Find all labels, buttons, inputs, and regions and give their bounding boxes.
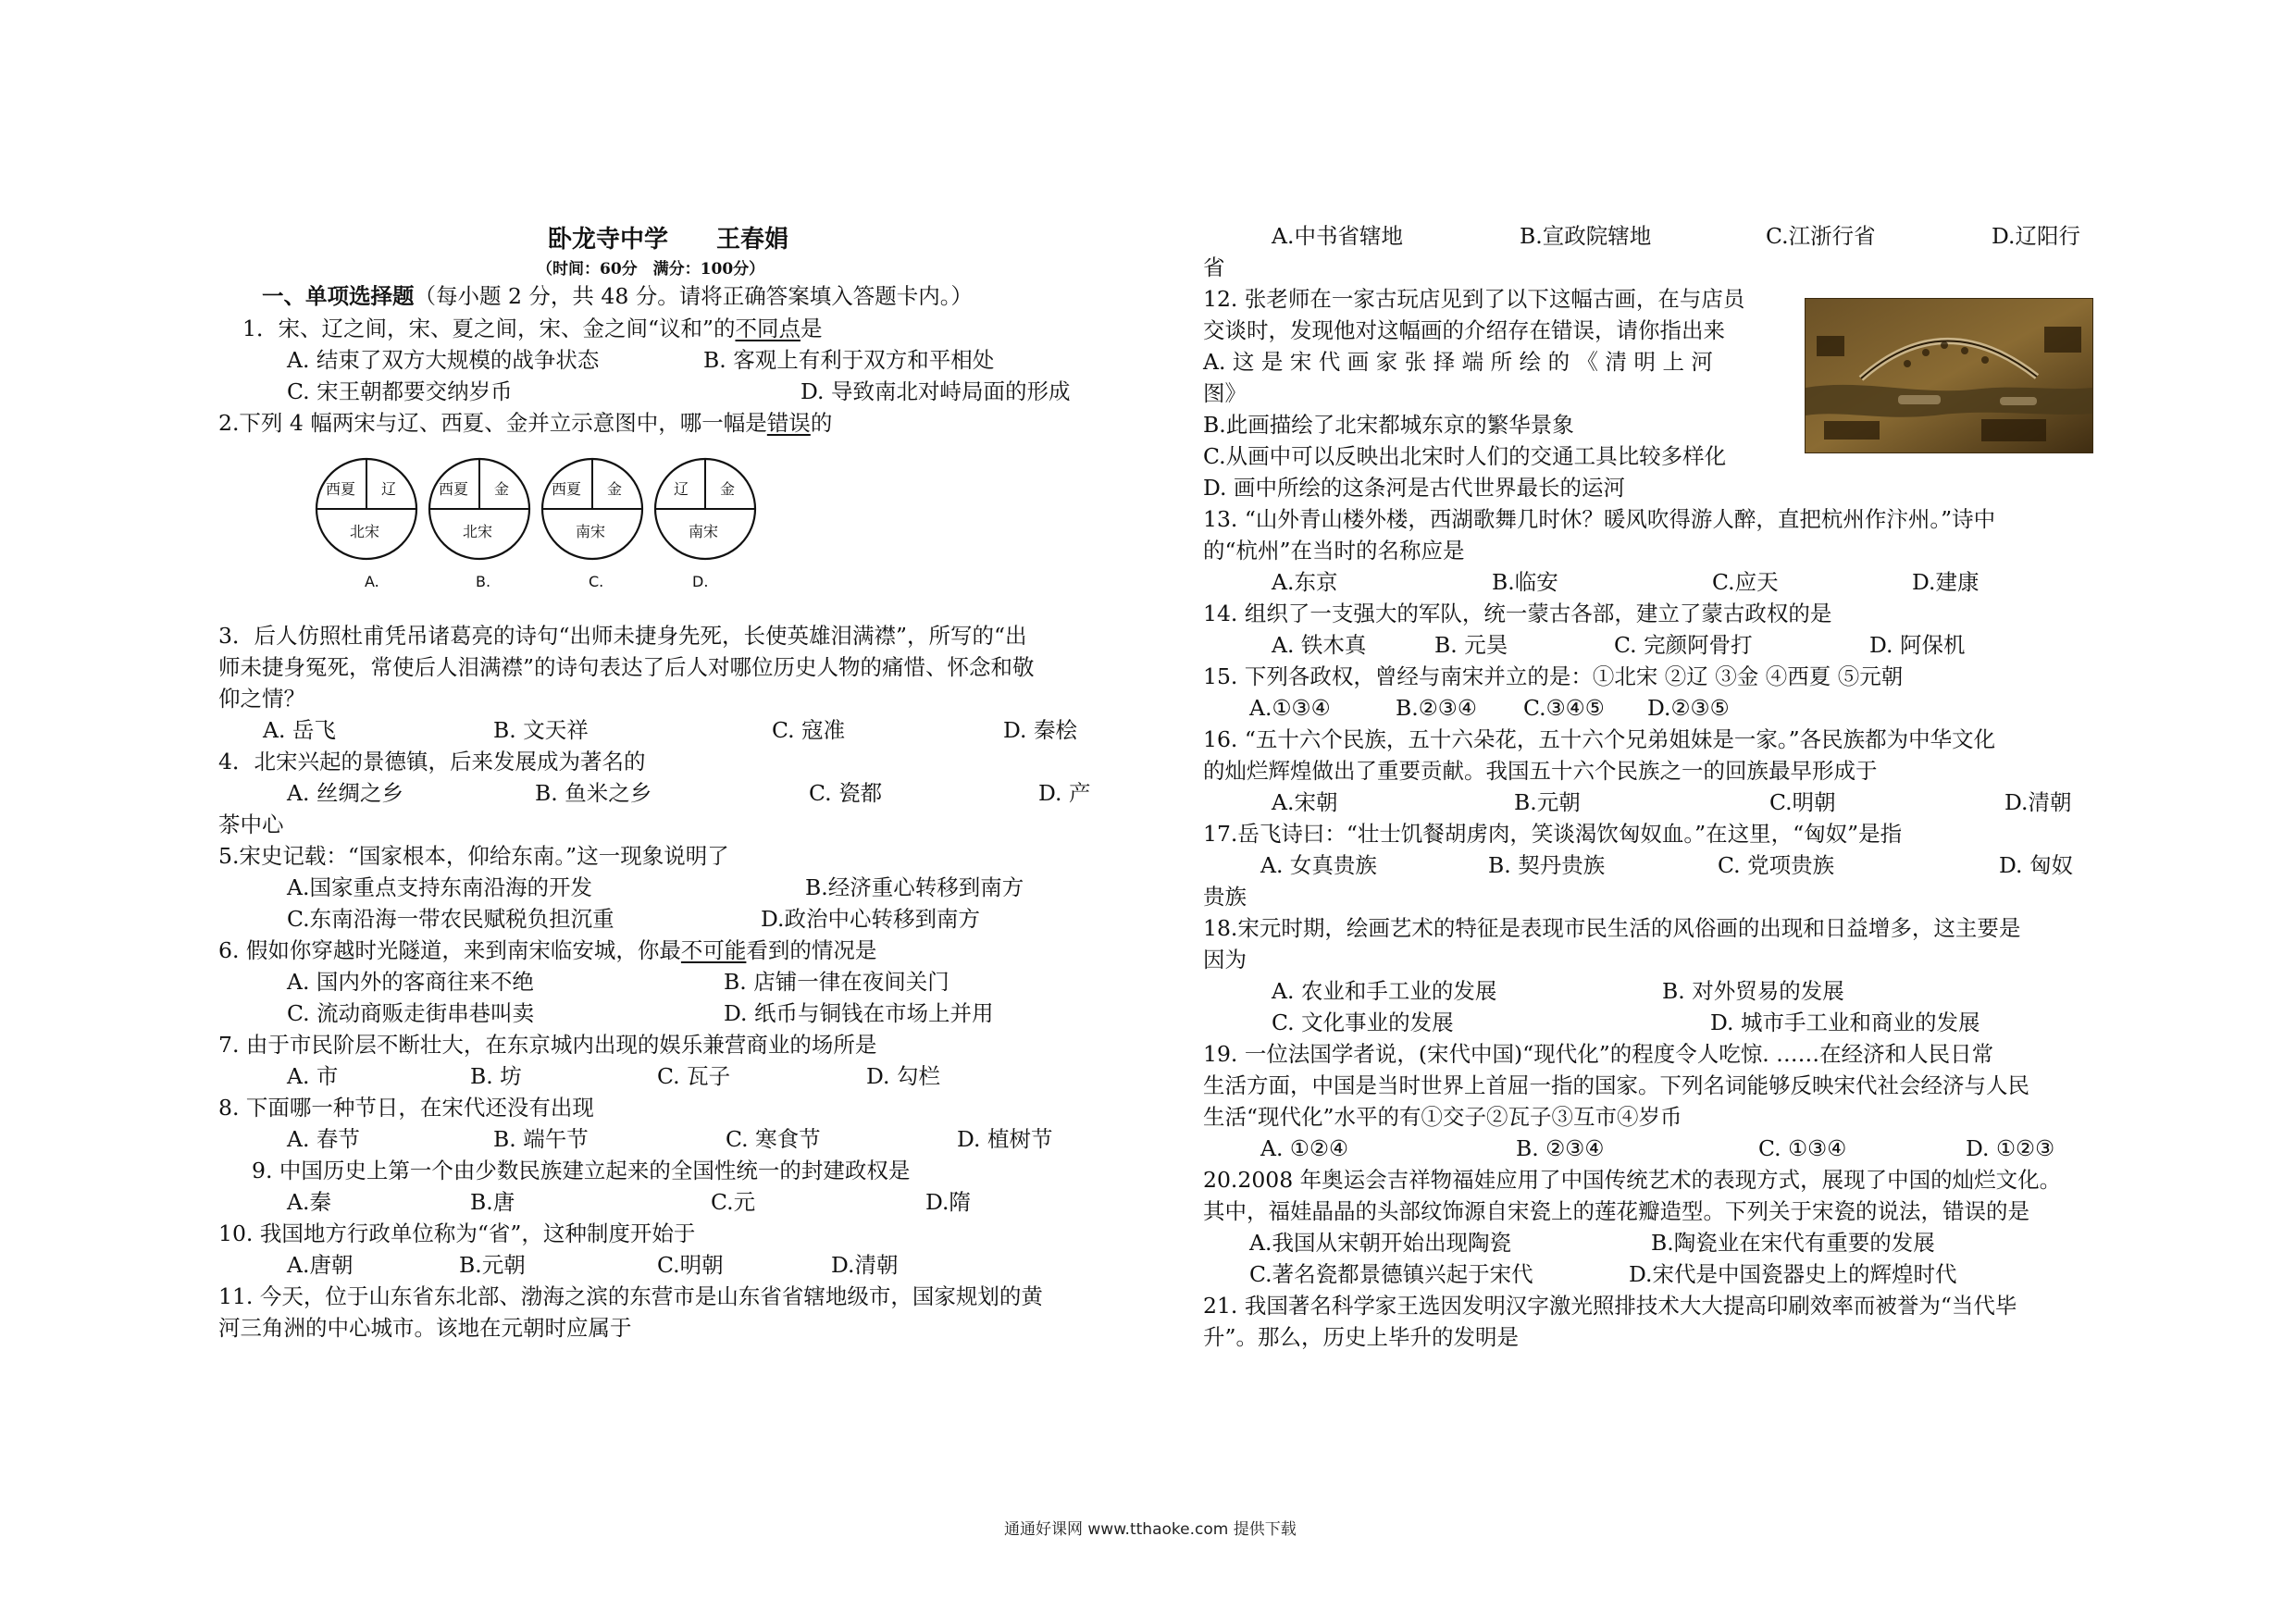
q19-option-b: B. ②③④ — [1516, 1135, 1605, 1161]
exam-title: 卧龙寺中学 王春娟 — [548, 226, 789, 254]
q1-stem-underline: 不同点 — [735, 316, 800, 341]
footer-source-note: 通通好课网 www.tthaoke.com 提供下载 — [1004, 1520, 1297, 1539]
q6-stem — [218, 935, 876, 966]
q15-stem: 15. 下列各政权，曾经与南宋并立的是：①北宋 ②辽 ③金 ④西夏 ⑤元朝 — [1203, 663, 1904, 689]
q20-line-1: 20.2008 年奥运会吉祥物福娃应用了中国传统艺术的表现方式，展现了中国的灿烂文化。 — [1203, 1167, 2062, 1193]
q17-option-d-wrap: 贵族 — [1203, 884, 1247, 910]
q18-line-1: 18.宋元时期，绘画艺术的特征是表现市民生活的风俗画的出现和日益增多，这主要是 — [1203, 915, 2021, 941]
q2-c-letter: C. — [589, 573, 604, 590]
q13-line-2: 的“杭州”在当时的名称应是 — [1203, 538, 1465, 564]
q20-option-b: B.陶瓷业在宋代有重要的发展 — [1651, 1230, 1935, 1256]
q16-option-b: B.元朝 — [1514, 789, 1581, 815]
q21-line-1: 21. 我国著名科学家王选因发明汉字激光照排技术大大提高印刷效率而被誉为“当代毕 — [1203, 1293, 2017, 1319]
q3-line-2: 师未捷身冤死，常使后人泪满襟”的诗句表达了后人对哪位历史人物的痛惜、怀念和敬 — [218, 654, 1035, 680]
q3-option-d: D. 秦桧 — [1003, 717, 1077, 743]
q17-option-c: C. 党项贵族 — [1718, 852, 1835, 878]
q11-option-a: A.中书省辖地 — [1272, 223, 1403, 249]
q16-option-c: C.明朝 — [1769, 789, 1836, 815]
q14-stem: 14. 组织了一支强大的军队，统一蒙古各部，建立了蒙古政权的是 — [1203, 601, 1832, 626]
q3-option-b: B. 文天祥 — [493, 717, 589, 743]
q16-line-2: 的灿烂辉煌做出了重要贡献。我国五十六个民族之一的回族最早形成于 — [1203, 758, 1878, 784]
q1-option-c: C. 宋王朝都要交纳岁币 — [287, 378, 513, 404]
q3-line-1: 3．后人仿照杜甫凭吊诸葛亮的诗句“出师未捷身先死，长使英雄泪满襟”，所写的“出 — [218, 623, 1027, 649]
q1-stem-tail: 是 — [800, 316, 823, 341]
q15-option-a: A.①③④ — [1249, 695, 1331, 721]
q6-stem-text: 6. 假如你穿越时光隧道，来到南宋临安城，你最 — [218, 937, 681, 963]
q9-stem: 9. 中国历史上第一个由少数民族建立起来的全国性统一的封建政权是 — [252, 1158, 911, 1183]
q2-a-bottom: 北宋 — [350, 523, 380, 540]
section-heading-bold: 一、单项选择题 — [262, 283, 415, 309]
q7-option-b: B. 坊 — [470, 1063, 522, 1089]
q2-a-tl: 西夏 — [326, 480, 356, 498]
q4-option-d: D. 产 — [1038, 780, 1091, 806]
q8-option-c: C. 寒食节 — [726, 1126, 821, 1152]
q1-option-a: A. 结束了双方大规模的战争状态 — [287, 347, 600, 373]
q10-option-c: C.明朝 — [657, 1252, 724, 1278]
q19-line-2: 生活方面，中国是当时世界上首屈一指的国家。下列名词能够反映宋代社会经济与人民 — [1203, 1072, 2029, 1098]
q18-option-c: C. 文化事业的发展 — [1272, 1010, 1454, 1035]
q4-option-b: B. 鱼米之乡 — [535, 780, 652, 806]
q11-option-d-wrap: 省 — [1203, 254, 1225, 280]
q2-c-tr: 金 — [607, 480, 623, 498]
q2-d-tr: 金 — [720, 480, 736, 498]
q20-line-2: 其中，福娃晶晶的头部纹饰源自宋瓷上的莲花瓣造型。下列关于宋瓷的说法，错误的是 — [1203, 1198, 2029, 1224]
q7-stem: 7. 由于市民阶层不断壮大，在东京城内出现的娱乐兼营商业的场所是 — [218, 1032, 877, 1058]
q2-b-tr: 金 — [494, 480, 510, 498]
q6-stem-underline: 不可能 — [680, 937, 747, 963]
q3-line-3: 仰之情？ — [218, 686, 305, 712]
q19-option-d: D. ①②③ — [1966, 1135, 2055, 1161]
q2-circle-c — [542, 459, 642, 590]
q11-option-c: C.江浙行省 — [1766, 223, 1876, 249]
exam-subtitle: （时间：60分 满分：100分） — [537, 260, 765, 279]
q8-stem: 8. 下面哪一种节日，在宋代还没有出现 — [218, 1095, 594, 1121]
q7-option-d: D. 勾栏 — [866, 1063, 940, 1089]
q2-stem-text: 2.下列 4 幅两宋与辽、西夏、金并立示意图中，哪一幅是 — [218, 410, 767, 436]
q2-c-bottom: 南宋 — [576, 523, 606, 540]
q2-diagrams — [315, 452, 777, 600]
q15-option-b: B.②③④ — [1396, 695, 1477, 721]
q2-b-tl: 西夏 — [439, 480, 469, 498]
q18-line-2: 因为 — [1203, 947, 1247, 973]
q14-option-b: B. 元昊 — [1434, 632, 1508, 658]
q19-line-1: 19. 一位法国学者说，(宋代中国)“现代化”的程度令人吃惊. ……在经济和人民日常 — [1203, 1041, 1994, 1067]
q19-option-c: C. ①③④ — [1758, 1135, 1847, 1161]
q2-a-letter: A. — [365, 573, 379, 590]
q15-option-d: D.②③⑤ — [1647, 695, 1730, 721]
q13-option-a: A.东京 — [1272, 569, 1338, 595]
q18-option-b: B. 对外贸易的发展 — [1662, 978, 1844, 1004]
q10-option-a: A.唐朝 — [287, 1252, 354, 1278]
q1-option-d: D. 导致南北对峙局面的形成 — [800, 378, 1071, 404]
q2-b-letter: B. — [476, 573, 491, 590]
q12-option-b: B.此画描绘了北宋都城东京的繁华景象 — [1203, 412, 1574, 438]
q2-a-tr: 辽 — [381, 480, 397, 498]
q5-option-c: C.东南沿海一带农民赋税负担沉重 — [287, 906, 614, 932]
q18-option-d: D. 城市手工业和商业的发展 — [1710, 1010, 1980, 1035]
q16-option-a: A.宋朝 — [1272, 789, 1338, 815]
q4-option-c: C. 瓷都 — [809, 780, 883, 806]
q2-b-bottom: 北宋 — [463, 523, 493, 540]
q14-option-d: D. 阿保机 — [1869, 632, 1966, 658]
q2-stem — [218, 407, 832, 439]
q2-circle-b — [429, 459, 529, 590]
q3-option-a: A. 岳飞 — [263, 717, 336, 743]
q6-option-a: A. 国内外的客商往来不绝 — [287, 969, 534, 995]
q20-option-d: D.宋代是中国瓷器史上的辉煌时代 — [1629, 1261, 1957, 1287]
q12-option-c: C.从画中可以反映出北宋时人们的交通工具比较多样化 — [1203, 443, 1727, 469]
q11-line-2: 河三角洲的中心城市。该地在元朝时应属于 — [218, 1315, 632, 1341]
q12-line-2: 交谈时，发现他对这幅画的介绍存在错误，请你指出来 — [1203, 317, 1725, 343]
q12-option-a-line-2: 图》 — [1203, 380, 1247, 406]
q12-line-1: 12. 张老师在一家古玩店见到了以下这幅古画，在与店员 — [1203, 286, 1745, 312]
q6-stem-tail: 看到的情况是 — [746, 937, 877, 963]
section-heading-rest: （每小题 2 分，共 48 分。请将正确答案填入答题卡内。） — [414, 283, 973, 309]
q6-option-c: C. 流动商贩走街串巷叫卖 — [287, 1000, 535, 1026]
q10-option-b: B.元朝 — [459, 1252, 526, 1278]
painting-illustration — [1806, 299, 2092, 452]
q7-option-a: A. 市 — [287, 1063, 339, 1089]
q6-option-d: D. 纸币与铜钱在市场上并用 — [724, 1000, 994, 1026]
q14-option-c: C. 完颜阿骨打 — [1614, 632, 1753, 658]
q5-stem: 5.宋史记载：“国家根本，仰给东南。”这一现象说明了 — [218, 843, 729, 869]
q16-option-d: D.清朝 — [2004, 789, 2072, 815]
q3-option-c: C. 寇准 — [772, 717, 846, 743]
q12-option-d: D. 画中所绘的这条河是古代世界最长的运河 — [1203, 475, 1625, 501]
q13-line-1: 13. “山外青山楼外楼，西湖歌舞几时休？暖风吹得游人醉，直把杭州作汴州。”诗中 — [1203, 506, 1996, 532]
q4-option-d-wrap: 茶中心 — [218, 812, 284, 837]
q21-line-2: 升”。那么，历史上毕升的发明是 — [1203, 1324, 1520, 1350]
q7-option-c: C. 瓦子 — [657, 1063, 731, 1089]
q17-option-a: A. 女真贵族 — [1260, 852, 1377, 878]
q14-option-a: A. 铁木真 — [1272, 632, 1367, 658]
q11-line-1: 11. 今天，位于山东省东北部、渤海之滨的东营市是山东省省辖地级市，国家规划的黄 — [218, 1283, 1043, 1309]
q2-stem-underline: 错误 — [766, 410, 811, 436]
q13-option-d: D.建康 — [1912, 569, 1980, 595]
q2-c-tl: 西夏 — [552, 480, 582, 498]
q8-option-d: D. 植树节 — [957, 1126, 1053, 1152]
q4-stem: 4．北宋兴起的景德镇，后来发展成为著名的 — [218, 749, 646, 774]
q18-option-a: A. 农业和手工业的发展 — [1272, 978, 1497, 1004]
q2-circle-d — [655, 459, 755, 590]
q2-stem-tail: 的 — [810, 410, 833, 436]
q9-option-d: D.隋 — [925, 1189, 971, 1215]
q1-stem — [242, 313, 822, 344]
q8-option-b: B. 端午节 — [493, 1126, 589, 1152]
q11-option-d: D.辽阳行 — [1992, 223, 2080, 249]
q9-option-a: A.秦 — [287, 1189, 331, 1215]
q13-option-c: C.应天 — [1712, 569, 1779, 595]
q20-option-c: C.著名瓷都景德镇兴起于宋代 — [1249, 1261, 1533, 1287]
q5-option-a: A.国家重点支持东南沿海的开发 — [287, 874, 592, 900]
q5-option-b: B.经济重心转移到南方 — [805, 874, 1024, 900]
q1-option-b: B. 客观上有利于双方和平相处 — [703, 347, 995, 373]
q2-d-letter: D. — [692, 573, 709, 590]
q20-option-a: A.我国从宋朝开始出现陶瓷 — [1249, 1230, 1511, 1256]
q2-circle-a — [316, 459, 416, 590]
q9-option-b: B.唐 — [470, 1189, 515, 1215]
q17-option-d: D. 匈奴 — [1999, 852, 2073, 878]
q5-option-d: D.政治中心转移到南方 — [761, 906, 980, 932]
section-heading — [262, 280, 973, 312]
q16-line-1: 16. “五十六个民族，五十六朵花，五十六个兄弟姐妹是一家。”各民族都为中华文化 — [1203, 726, 1996, 752]
q4-option-a: A. 丝绸之乡 — [287, 780, 403, 806]
q9-option-c: C.元 — [711, 1189, 756, 1215]
q2-d-bottom: 南宋 — [689, 523, 719, 540]
q19-option-a: A. ①②④ — [1260, 1135, 1349, 1161]
q19-line-3: 生活“现代化”水平的有①交子②瓦子③互市④岁币 — [1203, 1104, 1682, 1130]
q17-stem: 17.岳飞诗曰：“壮士饥餐胡虏肉，笑谈渴饮匈奴血。”在这里，“匈奴”是指 — [1203, 821, 1903, 847]
q2-d-tl: 辽 — [674, 480, 689, 498]
q17-option-b: B. 契丹贵族 — [1488, 852, 1606, 878]
q11-option-b: B.宣政院辖地 — [1520, 223, 1652, 249]
q8-option-a: A. 春节 — [287, 1126, 360, 1152]
q13-option-b: B.临安 — [1492, 569, 1558, 595]
q12-option-a-line-1: A. 这 是 宋 代 画 家 张 择 端 所 绘 的 《 清 明 上 河 — [1203, 349, 1713, 375]
q15-option-c: C.③④⑤ — [1523, 695, 1605, 721]
q10-option-d: D.清朝 — [831, 1252, 899, 1278]
q1-stem-text: 1．宋、辽之间，宋、夏之间，宋、金之间“议和”的 — [242, 316, 736, 341]
qingming-painting-image — [1805, 298, 2093, 453]
q10-stem: 10. 我国地方行政单位称为“省”，这种制度开始于 — [218, 1220, 696, 1246]
q6-option-b: B. 店铺一律在夜间关门 — [724, 969, 949, 995]
